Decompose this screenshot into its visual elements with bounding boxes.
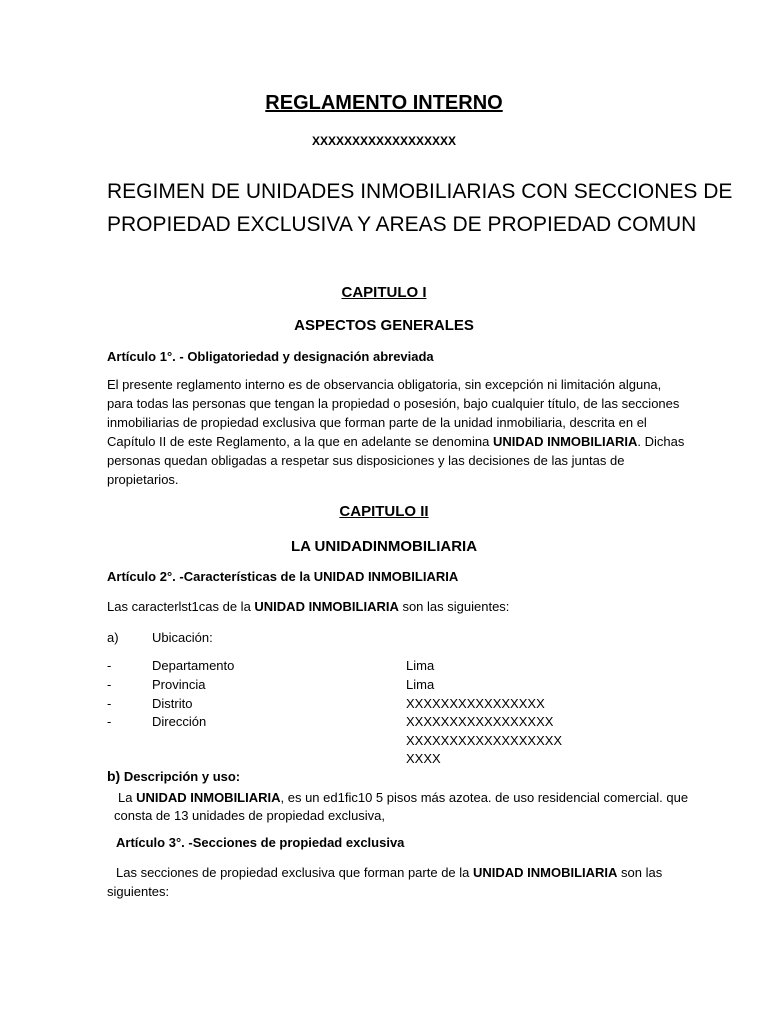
- location-label: Ubicación:: [152, 630, 213, 645]
- line-text: son las: [617, 865, 663, 880]
- line-text: son las siguientes:: [398, 599, 510, 614]
- article-3-heading: Artículo 3°. -Secciones de propiedad exclusiva: [116, 835, 405, 850]
- unidad-inmobiliaria-term: UNIDAD INMOBILIARIA: [254, 599, 399, 614]
- line-text: Las secciones de propiedad exclusiva que forman parte de la: [116, 865, 473, 880]
- line-text: . Dichas: [637, 434, 685, 449]
- line-text: La: [118, 790, 137, 805]
- location-field-label: Departamento: [152, 658, 235, 673]
- location-field-value: Lima: [406, 658, 435, 673]
- chapter-2-heading: CAPITULO II: [339, 503, 429, 520]
- location-row: [0, 656, 768, 675]
- location-field-value: XXXXXXXXXXXXXXXXXX: [406, 733, 563, 748]
- chapter-1-section-title: ASPECTOS GENERALES: [294, 317, 474, 334]
- line-text: , es un ed1fic10 5 pisos más azotea. de uso residencial comercial. que: [280, 790, 689, 805]
- document-title: REGLAMENTO INTERNO: [265, 92, 503, 114]
- unidad-inmobiliaria-term: UNIDAD INMOBILIARIA: [473, 865, 618, 880]
- paragraph-line: propietarios.: [107, 472, 179, 487]
- list-dash: -: [107, 696, 112, 711]
- document-code: XXXXXXXXXXXXXXXXXX: [311, 134, 457, 148]
- description-heading: [107, 768, 240, 784]
- paragraph-line: El presente reglamento interno es de observancia obligatoria, sin excepción ni limitación alguna,: [107, 377, 662, 392]
- paragraph-line: [107, 432, 684, 451]
- location-heading: [0, 628, 768, 647]
- article-1-heading: Artículo 1°. - Obligatoriedad y designación abreviada: [107, 349, 434, 364]
- paragraph-line: inmobiliarias de propiedad exclusiva que forman parte de la unidad inmobiliaria, descrita en el: [107, 415, 647, 430]
- chapter-2-section-title: LA UNIDADINMOBILIARIA: [290, 538, 478, 555]
- location-row: [0, 694, 768, 713]
- description-line: consta de 13 unidades de propiedad exclusiva,: [114, 808, 386, 823]
- line-text: Las caracterlst1cas de la: [107, 599, 255, 614]
- location-field-label: Provincia: [152, 677, 206, 692]
- list-marker: b): [107, 768, 121, 784]
- location-field-value: XXXXXXXXXXXXXXXX: [406, 696, 545, 711]
- chapter-1-heading: CAPITULO I: [341, 284, 427, 301]
- description-label: Descripción y uso:: [120, 769, 241, 784]
- list-dash: -: [107, 658, 112, 673]
- article-2-intro: [107, 597, 509, 616]
- article-3-line: [116, 863, 662, 882]
- location-row: [0, 675, 768, 694]
- subtitle-line: REGIMEN DE UNIDADES INMOBILIARIAS CON SECCIONES DE: [107, 180, 733, 203]
- location-field-label: Distrito: [152, 696, 193, 711]
- location-field-value: XXXX: [406, 751, 441, 766]
- document-subtitle: [107, 175, 732, 241]
- paragraph-line: para todas las personas que tengan la propiedad o posesión, bajo cualquier título, de las secciones: [107, 396, 680, 411]
- subtitle-line: PROPIEDAD EXCLUSIVA Y AREAS DE PROPIEDAD COMUN: [107, 213, 697, 236]
- unidad-inmobiliaria-term: UNIDAD INMOBILIARIA: [492, 434, 638, 449]
- line-text: Capítulo II de este Reglamento, a la que en adelante se denomina: [107, 434, 493, 449]
- article-2-heading: Artículo 2°. -Características de la UNIDAD INMOBILIARIA: [107, 569, 459, 584]
- article-1-paragraph: [107, 375, 684, 489]
- description-line: [118, 788, 688, 807]
- location-field-label: Dirección: [152, 714, 207, 729]
- location-row: [0, 731, 768, 750]
- location-field-value: Lima: [406, 677, 435, 692]
- article-3-line: siguientes:: [107, 884, 170, 899]
- paragraph-line: personas quedan obligadas a respetar sus disposiciones y las decisiones de las juntas de: [107, 453, 625, 468]
- location-row: [0, 712, 768, 731]
- list-dash: -: [107, 714, 112, 729]
- location-field-value: XXXXXXXXXXXXXXXXX: [406, 714, 554, 729]
- list-dash: -: [107, 677, 112, 692]
- unidad-inmobiliaria-term: UNIDAD INMOBILIARIA: [136, 790, 281, 805]
- location-row: [0, 749, 768, 768]
- list-marker: a): [107, 630, 119, 645]
